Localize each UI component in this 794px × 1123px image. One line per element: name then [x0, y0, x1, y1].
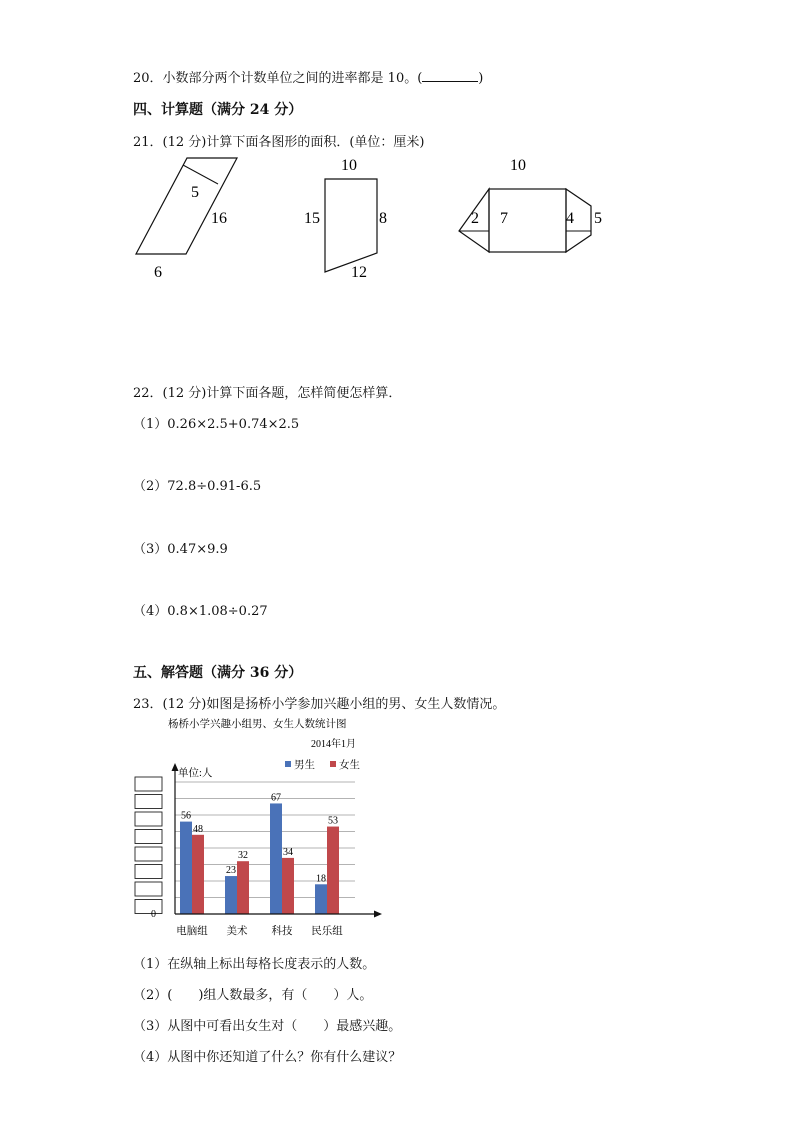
composite-rect-label: 7: [500, 210, 508, 227]
trapezoid-bottom-label: 12: [351, 264, 367, 281]
bar-value-label: 34: [283, 846, 293, 858]
bar-boys: [180, 822, 192, 914]
bar-value-label: 23: [226, 865, 236, 877]
bar-boys: [270, 803, 282, 914]
chart-x-labels: [176, 924, 343, 937]
section-4-title: 四、计算题（满分 24 分）: [133, 102, 303, 118]
composite-left-label: 2: [471, 210, 479, 227]
q22-item-2: （2）72.8÷0.91-6.5: [133, 479, 262, 494]
y-axis-label-box[interactable]: [135, 777, 162, 791]
trapezoid-shape: [325, 179, 377, 272]
q23-sub-3: （3）从图中可看出女生对（ ）最感兴趣。: [133, 1019, 402, 1034]
x-axis-arrow: [374, 911, 382, 918]
bar-value-label: 48: [193, 823, 203, 835]
question-22-text: 22．(12 分)计算下面各题，怎样简便怎样算．: [133, 386, 402, 401]
trapezoid-right-label: 8: [379, 210, 387, 227]
chart-subtitle: 2014年1月: [311, 739, 356, 750]
q22-item-3: （3）0.47×9.9: [133, 542, 228, 557]
composite-top-label: 10: [510, 157, 526, 174]
bar-value-label: 53: [328, 815, 338, 827]
y-axis-label-box[interactable]: [135, 865, 162, 879]
bar-boys: [315, 884, 327, 914]
trapezoid-top-label: 10: [341, 157, 357, 174]
parallelogram-side-label: 16: [211, 210, 227, 227]
y-axis-label-box[interactable]: [135, 795, 162, 809]
legend-label: 女生: [339, 760, 360, 771]
x-tick-label: 电脑组: [176, 926, 208, 937]
parallelogram-height-label: 5: [191, 184, 199, 201]
answer-blank[interactable]: [422, 71, 478, 82]
trapezoid-figure: [304, 157, 387, 281]
trapezoid-left-label: 15: [304, 210, 320, 227]
parallelogram-base-label: 6: [154, 264, 162, 281]
chart-ylabel: 单位:人: [178, 768, 213, 779]
y-axis-label-box[interactable]: [135, 812, 162, 826]
y-axis-label-box[interactable]: [135, 882, 162, 896]
question-21-text: 21．(12 分)计算下面各图形的面积．(单位：厘米): [133, 135, 425, 150]
parallelogram-height-line: [183, 165, 218, 184]
bar-boys: [225, 876, 237, 914]
bar-girls: [237, 861, 249, 914]
y-axis-arrow: [172, 763, 179, 771]
bar-value-label: 56: [181, 810, 191, 822]
x-tick-label: 美术: [226, 926, 248, 937]
legend-swatch: [330, 761, 336, 767]
y-axis-label-box[interactable]: [135, 830, 162, 844]
question-20: [133, 67, 483, 86]
chart-origin-label: 0: [151, 909, 156, 920]
q22-item-1: （1）0.26×2.5+0.74×2.5: [133, 417, 300, 432]
legend-label: 男生: [294, 760, 315, 771]
legend-swatch: [285, 761, 291, 767]
bar-girls: [192, 835, 204, 914]
bar-girls: [327, 827, 339, 914]
x-tick-label: 科技: [271, 926, 293, 937]
bar-value-label: 32: [238, 850, 248, 862]
bar-value-label: 67: [271, 792, 281, 804]
parallelogram-shape: [136, 158, 237, 254]
q23-sub-2: （2）( )组人数最多，有（ ）人。: [133, 988, 373, 1003]
bar-chart-svg: [130, 712, 390, 944]
q23-sub-1: （1）在纵轴上标出每格长度表示的人数。: [133, 957, 376, 972]
section-5-title: 五、解答题（满分 36 分）: [133, 665, 303, 681]
parallelogram-figure: [136, 158, 237, 281]
y-axis-label-boxes: [135, 777, 162, 914]
x-tick-label: 民乐组: [311, 926, 343, 937]
chart-title: 杨桥小学兴趣小组男、女生人数统计图: [168, 719, 347, 730]
y-axis-label-box[interactable]: [135, 847, 162, 861]
bar-chart: [130, 712, 390, 944]
composite-right-side-label: 5: [594, 210, 602, 227]
q22-item-4: （4）0.8×1.08÷0.27: [133, 604, 268, 619]
composite-figure: [459, 157, 602, 252]
chart-bars: [180, 792, 339, 914]
q23-sub-4: （4）从图中你还知道了什么？你有什么建议？: [133, 1050, 402, 1065]
bar-girls: [282, 858, 294, 914]
question-20-text: 20．小数部分两个计数单位之间的进率都是 10。(: [133, 71, 423, 86]
chart-legend: [285, 758, 360, 771]
question-20-close: ): [478, 71, 484, 86]
y-axis-label-box[interactable]: [135, 900, 162, 914]
bar-value-label: 18: [316, 873, 326, 885]
q21-figures: [0, 150, 794, 285]
composite-right-label: 4: [566, 210, 574, 227]
question-23-text: 23．(12 分)如图是扬桥小学参加兴趣小组的男、女生人数情况。: [133, 697, 506, 712]
